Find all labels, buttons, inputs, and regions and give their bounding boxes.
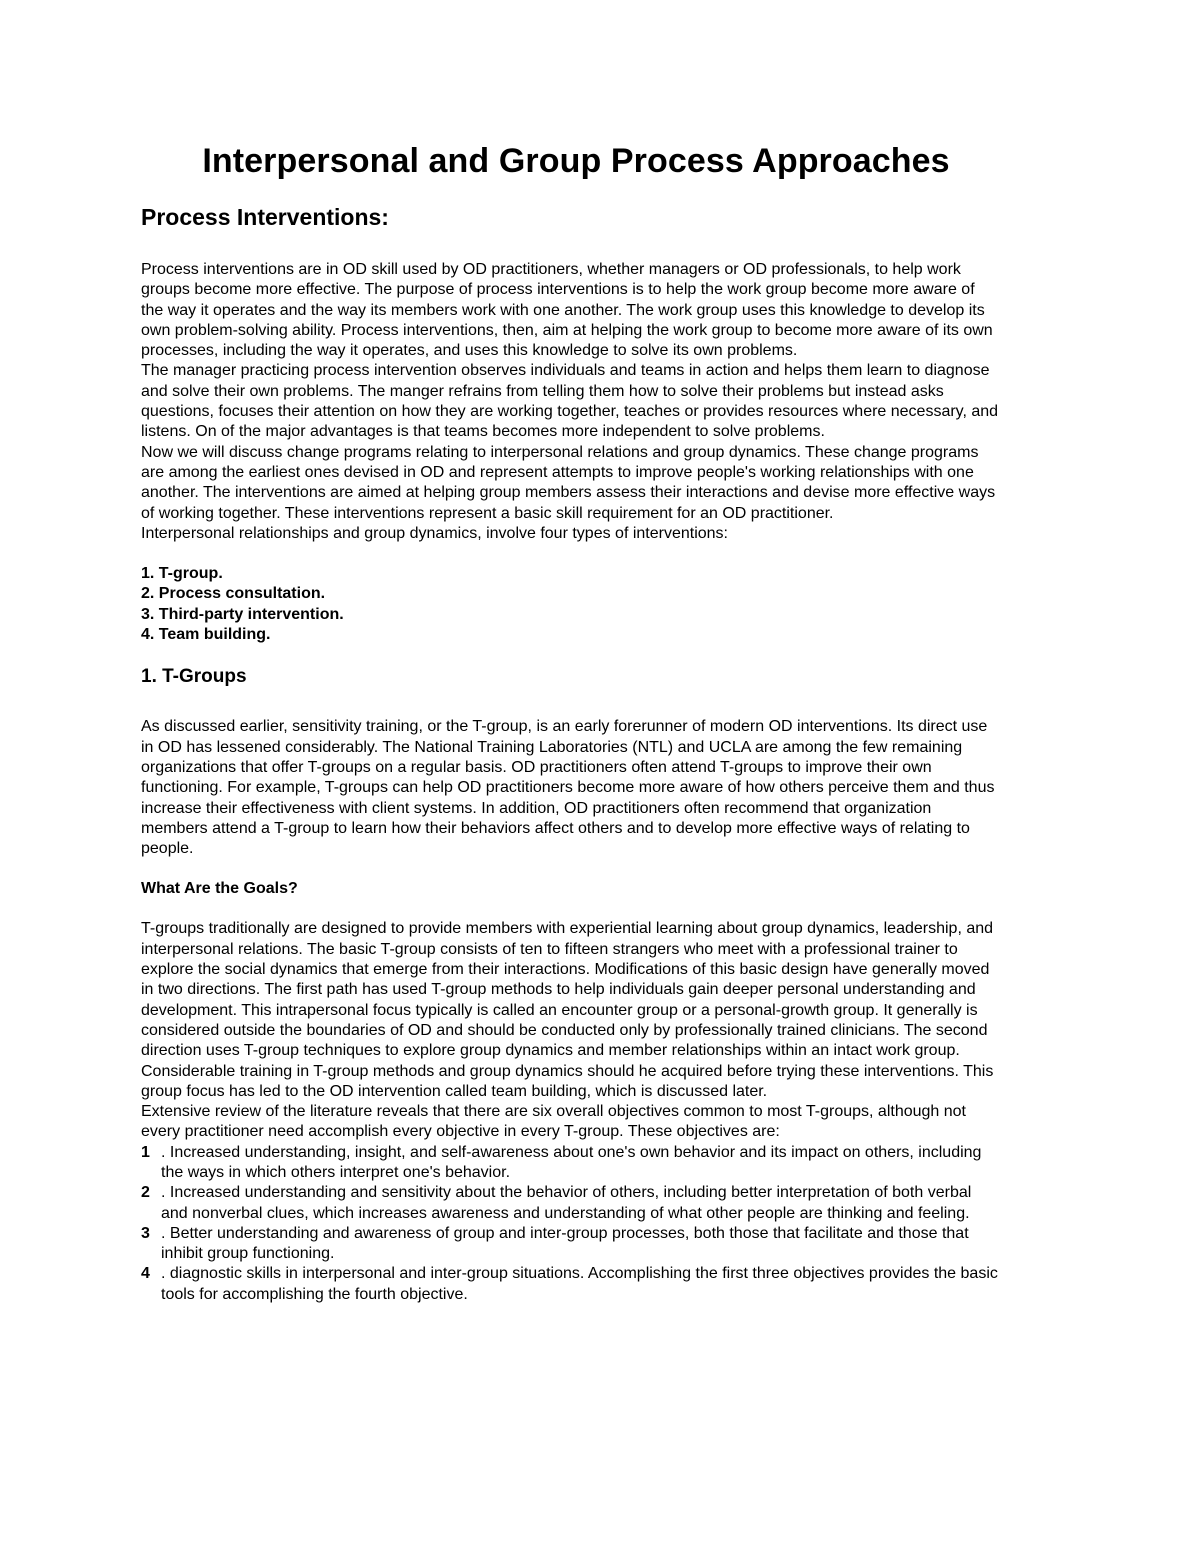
paragraph: The manager practicing process intervention observes individuals and teams in action and helps them learn to diagnose and solve their own problems. The manger refrains from telling them how to solve their problems but instead asks questions, focuses their attention on how they are working together, teaches or provides resources where necessary, and listens. On of the major advantages is that teams becomes more independent to solve problems. <box>141 362 999 441</box>
list-number: 3 <box>141 1224 150 1242</box>
interventions-list <box>141 564 1001 645</box>
list-number: 1 <box>141 1143 150 1161</box>
spacer <box>141 544 1001 564</box>
list-number: 2 <box>141 1184 150 1202</box>
list-item: 3. Third-party intervention. <box>141 605 344 623</box>
list-item-text: . Increased understanding and sensitivity about the behavior of others, including better interpretation of both verbal and nonverbal clues, which increases awareness and understanding of what other people are thinking and feeling. <box>161 1184 972 1222</box>
section-heading-t-groups: 1. T-Groups <box>141 666 247 688</box>
paragraph: Interpersonal relationships and group dynamics, involve four types of interventions: <box>141 524 728 542</box>
list-item <box>141 1183 1001 1224</box>
list-item <box>141 1264 1001 1305</box>
objectives-list <box>141 1143 1001 1305</box>
spacer <box>141 232 1001 260</box>
list-item: 1. T-group. <box>141 565 223 583</box>
spacer <box>141 689 1001 717</box>
paragraph: T-groups traditionally are designed to provide members with experiential learning about group dynamics, leadership, and interpersonal relations. The basic T-group consists of ten to fifteen strangers who meet with a professional trainer to explore the social dynamics that emerge from their interactions. Modifications of this basic design have generally moved in two directions. The first path has used T-group methods to help individuals gain deeper personal understanding and development. This intrapersonal focus typically is called an encounter group or a personal-growth group. It generally is considered outside the boundaries of OD and should be conducted only by professionally trained clinicians. The second direction uses T-group techniques to explore group dynamics and member relationships within an intact work group. Considerable training in T-group methods and group dynamics should he acquired before trying these interventions. This group focus has led to the OD intervention called team building, which is discussed later. <box>141 920 994 1100</box>
list-item-text: . Better understanding and awareness of group and inter-group processes, both those that facilitate and those that inhibit group functioning. <box>161 1224 969 1263</box>
document-page <box>141 140 1001 1305</box>
paragraph: As discussed earlier, sensitivity training, or the T-group, is an early forerunner of modern OD interventions. Its direct use in OD has lessened considerably. The National Training Laboratories (NTL) and UCLA are among the few remaining organizations that offer T-groups on a regular basis. OD practitioners often attend T-groups to improve their own functioning. For example, T-groups can help OD practitioners become more aware of how others perceive them and thus increase their effectiveness with client systems. In addition, OD practitioners often recommend that organization members attend a T-group to learn how their behaviors affect others and to develop more effective ways of relating to people. <box>141 718 995 858</box>
list-item <box>141 1143 1001 1184</box>
list-item: 2. Process consultation. <box>141 585 326 603</box>
paragraph: Now we will discuss change programs relating to interpersonal relations and group dynamics. These change programs are among the earliest ones devised in OD and represent attempts to improve people's working relationships with one another. The interventions are aimed at helping group members assess their interactions and devise more effective ways of working together. These interventions represent a basic skill requirement for an OD practitioner. <box>141 443 996 522</box>
document-title: Interpersonal and Group Process Approaches <box>202 142 950 180</box>
spacer <box>141 899 1001 919</box>
paragraph: Extensive review of the literature reveals that there are six overall objectives common to most T-groups, although not every practitioner need accomplish every objective in every T-group. These objectives are: <box>141 1103 966 1141</box>
section-heading-process-interventions: Process Interventions: <box>141 204 389 230</box>
spacer <box>141 645 1001 665</box>
goals-heading: What Are the Goals? <box>141 880 298 898</box>
list-item-text: . diagnostic skills in interpersonal and inter-group situations. Accomplishing the first three objectives provides the basic tools for accomplishing the fourth objective. <box>161 1265 998 1303</box>
paragraph: Process interventions are in OD skill used by OD practitioners, whether managers or OD professionals, to help work groups become more effective. The purpose of process interventions is to help the work group become more aware of the way it operates and the way its members work with one another. The work group uses this knowledge to develop its own problem-solving ability. Process interventions, then, aim at helping the work group to become more aware of its own processes, including the way it operates, and uses this knowledge to solve its own problems. <box>141 261 993 360</box>
list-item <box>141 1224 1001 1265</box>
spacer <box>141 859 1001 879</box>
list-item-text: . Increased understanding, insight, and self-awareness about one's own behavior and its impact on others, including the ways in which others interpret one's behavior. <box>161 1143 982 1181</box>
list-number: 4 <box>141 1265 150 1283</box>
list-item: 4. Team building. <box>141 626 271 644</box>
